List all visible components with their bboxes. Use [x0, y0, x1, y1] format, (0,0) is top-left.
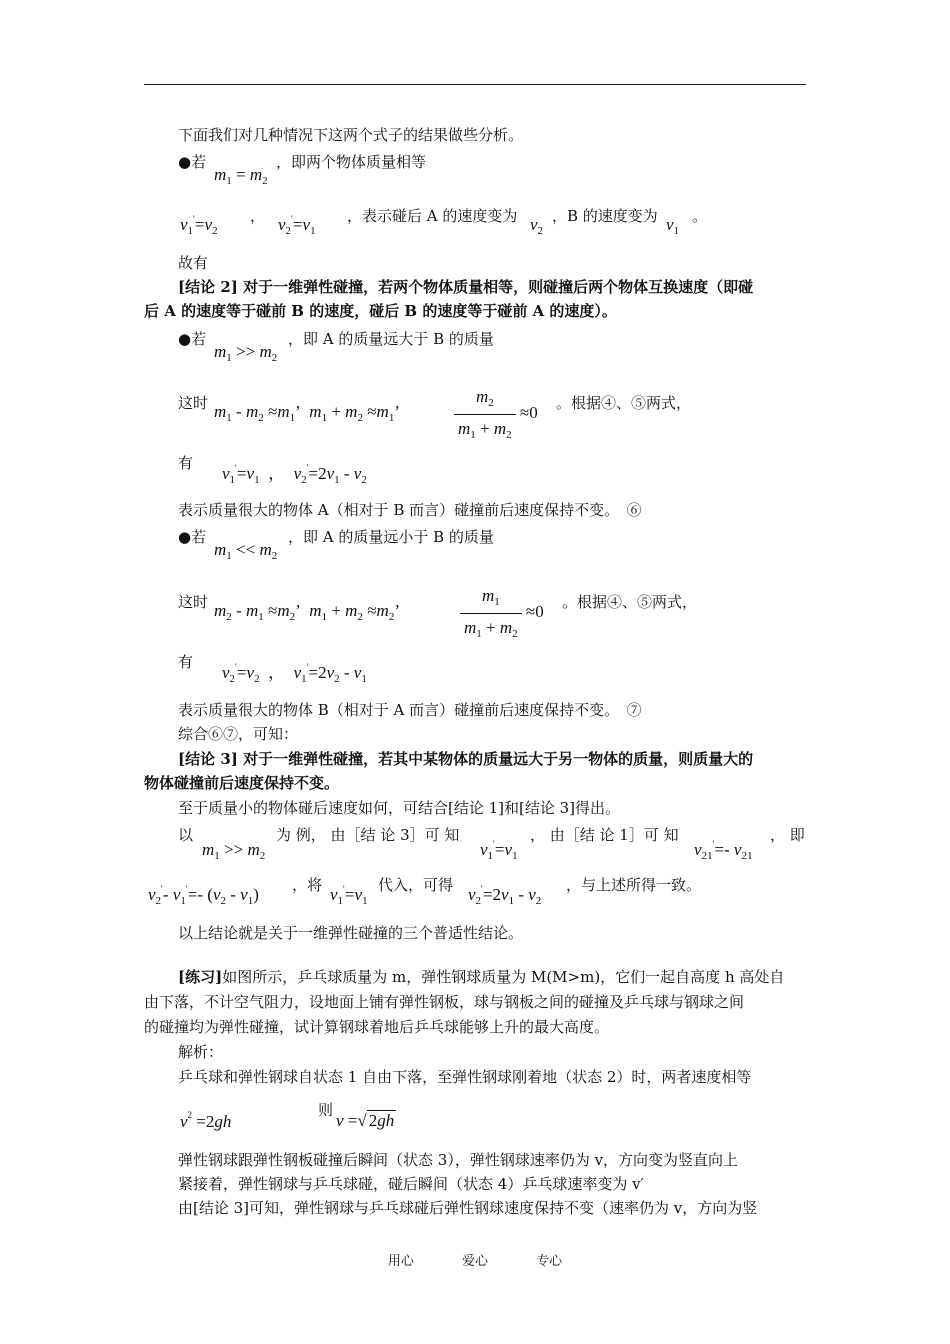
case2-conclusion: 表示质量很大的物体 A（相对于 B 而言）碰撞前后速度保持不变。 ⑥	[178, 501, 642, 519]
case3-after: 。根据④、⑤两式，	[562, 593, 698, 611]
analysis-line1: 乒乓球和弹性钢球自状态 1 自由下落，至弹性钢球刚着地（状态 2）时，两者速度相等	[178, 1068, 752, 1086]
example-text1: 为 例， 由［结 论 3］可 知	[276, 826, 460, 844]
example-text3: ， 即	[770, 826, 805, 844]
case1-sep: ，	[250, 207, 266, 225]
case2-zheshi: 这时	[178, 394, 209, 412]
intro-text: 下面我们对几种情况下这两个式子的结果做些分析。	[178, 126, 524, 144]
analysis-line2: 弹性钢球跟弹性钢板碰撞后瞬间（状态 3），弹性钢球速率仍为 v，方向变为竖直向上	[178, 1151, 739, 1169]
case3-fraction: $\frac{m_1}{m_1 + m_2}$ ≈0	[460, 585, 544, 642]
case2-condition-formula: $m_1 >> m_2$	[214, 342, 278, 364]
conclusion2-line2: 后 A 的速度等于碰前 B 的速度，碰后 B 的速度等于碰前 A 的速度）。	[144, 302, 617, 320]
case1-condition-formula: $m_1 = m_2$	[214, 165, 268, 187]
analysis-line3: 紧接着，弹性钢球与乒乓球碰，碰后瞬间（状态 4）乒乓球速率变为 v′	[178, 1175, 644, 1193]
case1-desc-a: ，表示碰后 A 的速度变为	[347, 207, 518, 225]
page-footer	[0, 1250, 950, 1269]
practice-line1	[178, 968, 784, 987]
case2-fraction: $\frac{m_2}{m_1 + m_2}$ ≈0	[454, 386, 538, 443]
ze-text: 则	[318, 1101, 334, 1119]
footer-item: 专心	[536, 1254, 563, 1269]
example-formula-c: $v_2' - v_1' =- (v_2 - v_1)$	[148, 884, 259, 907]
example-formula-a: $v_1' =v_1$	[480, 839, 518, 862]
footer-item: 爱心	[461, 1254, 488, 1269]
conclusion3-line2: 物体碰撞前后速度保持不变。	[144, 774, 340, 792]
footer-item: 用心	[387, 1254, 414, 1269]
summary-text: 以上结论就是关于一维弹性碰撞的三个普适性结论。	[178, 924, 524, 942]
case1-v2: $v_2$	[530, 215, 544, 237]
combine-text: 综合⑥⑦，可知：	[178, 725, 299, 743]
small-mass-text: 至于质量小的物体碰后速度如何，可结合[结论 1]和[结论 3]得出。	[178, 799, 621, 817]
analysis-heading: 解析：	[178, 1043, 224, 1061]
case1-formula-a: $v_1' =v_2$	[180, 214, 218, 237]
case1-formula-b: $v_2' =v_1$	[278, 214, 316, 237]
therefore-text: 故有	[178, 254, 209, 272]
case3-condition-formula: $m_1 << m_2$	[214, 540, 278, 562]
example-dairu: 代入，可得	[378, 876, 454, 894]
practice-tag: [练习]	[178, 968, 223, 986]
case1-condition-text: ，即两个物体质量相等	[276, 153, 427, 171]
practice-line2: 由下落，不计空气阻力，设地面上铺有弹性钢板，球与钢板之间的碰撞及乒乓球与钢球之间	[144, 993, 745, 1011]
case1-end: 。	[692, 207, 708, 225]
case2-result-formulas: $v_1' =v_1$ ， $v_2' =2v_1 - v_2$	[222, 463, 367, 486]
case2-you: 有	[178, 454, 194, 472]
case1-desc-b: ，B 的速度变为	[552, 207, 658, 225]
example-text2: ， 由［结 论 1］可 知	[530, 826, 679, 844]
case1-bullet: ●若	[178, 153, 207, 171]
case1-v1: $v_1$	[666, 215, 680, 237]
case2-after: 。根据④、⑤两式，	[556, 394, 692, 412]
practice-line3: 的碰撞均为弹性碰撞，试计算钢球着地后乒乓球能够上升的最大高度。	[144, 1018, 610, 1036]
example-formula-e: $v_2' =2v_1 - v_2$	[468, 884, 542, 907]
case3-condition-text: ，即 A 的质量远小于 B 的质量	[288, 528, 494, 546]
case2-bullet: ●若	[178, 330, 207, 348]
conclusion2-line1: [结论 2] 对于一维弹性碰撞，若两个物体质量相等，则碰撞后两个物体互换速度（即碰	[178, 278, 754, 296]
velocity-formula: v =√ 2gh	[336, 1111, 395, 1130]
case3-conclusion: 表示质量很大的物体 B（相对于 A 而言）碰撞前后速度保持不变。 ⑦	[178, 701, 642, 719]
example-condition: $m_1 >> m_2$	[202, 840, 266, 862]
practice-text1: 如图所示，乒乓球质量为 m，弹性钢球质量为 M(M>m)，它们一起自高度 h 高处自	[222, 968, 785, 986]
case3-zheshi: 这时	[178, 593, 209, 611]
case3-result-formulas: $v_2' =v_2$ ， $v_1' =2v_2 - v_1$	[222, 662, 367, 685]
example-yizhi: ，与上述所得一致。	[566, 876, 702, 894]
case3-approx-formulas: $m_2 - m_1 \approx m_2$’ $m_1 + m_2 \approx m_2$’	[214, 601, 400, 623]
conclusion3-line1: [结论 3] 对于一维弹性碰撞，若其中某物体的质量远大于另一物体的质量，则质量大的	[178, 750, 754, 768]
example-formula-b: $v_{21}' =- v_{21}$	[694, 839, 753, 862]
case2-condition-text: ，即 A 的质量远大于 B 的质量	[288, 330, 494, 348]
example-jiang: ，将	[292, 876, 323, 894]
case3-bullet: ●若	[178, 528, 207, 546]
example-formula-d: $v_1' =v_1$	[330, 884, 368, 907]
header-rule	[144, 84, 806, 85]
case3-you: 有	[178, 653, 194, 671]
example-yi: 以	[178, 826, 194, 844]
case2-approx-formulas: $m_1 - m_2 \approx m_1$’ $m_1 + m_2 \approx m_1$’	[214, 402, 400, 424]
velocity-squared-formula: $v^2 =2gh$	[180, 1110, 232, 1131]
analysis-line4: 由[结论 3]可知，弹性钢球与乒乓球碰后弹性钢球速度保持不变（速率仍为 v，方向为竖	[178, 1199, 758, 1217]
